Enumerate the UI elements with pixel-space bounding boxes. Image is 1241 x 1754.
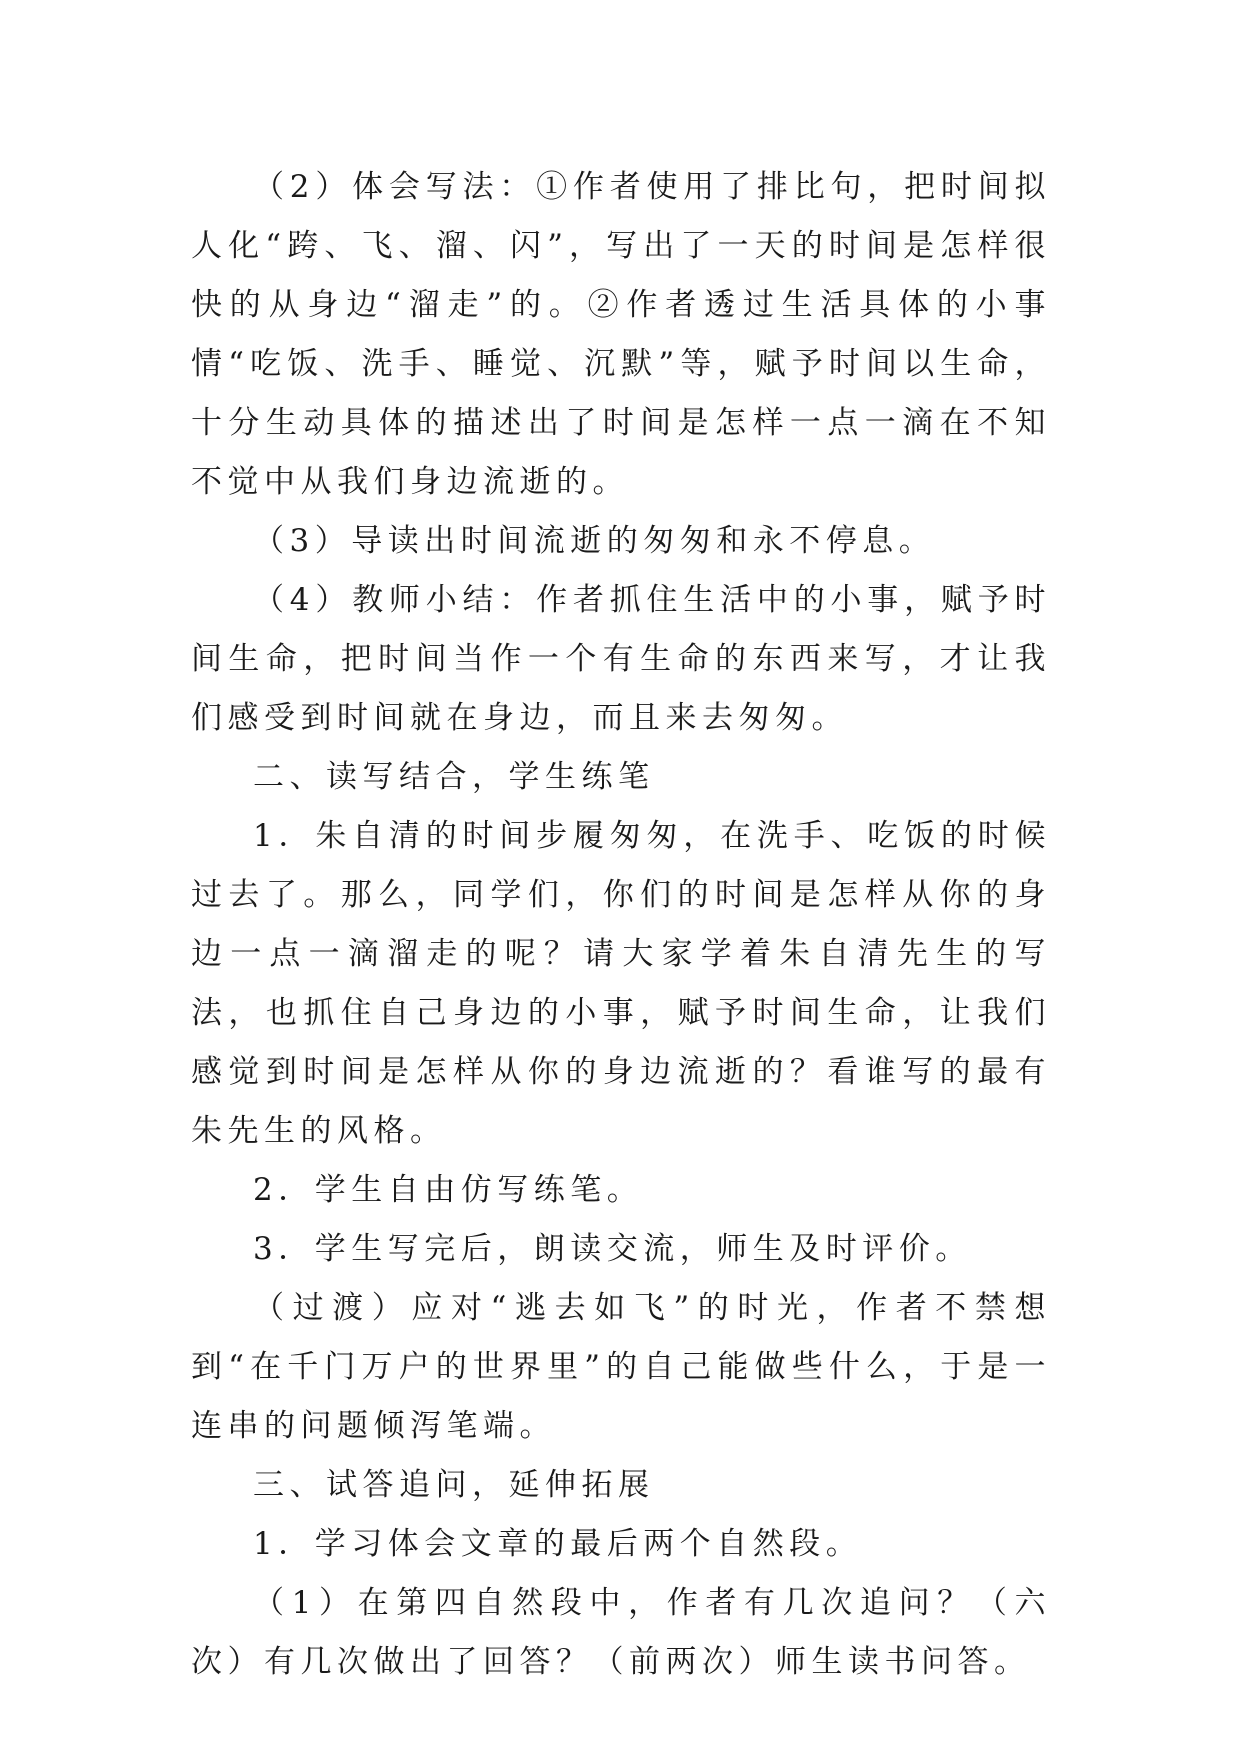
paragraph-teacher-summary: （4）教师小结：作者抓住生活中的小事，赋予时间生命，把时间当作一个有生命的东西来写，才让我们感受到时间就在身边，而且来去匆匆。 xyxy=(191,582,1051,736)
paragraph-guided-reading: （3）导读出时间流逝的匆匆和永不停息。 xyxy=(253,523,936,559)
section-heading-reading-writing: 二、读写结合，学生练笔 xyxy=(253,759,655,795)
section-heading-questions: 三、试答追问，延伸拓展 xyxy=(253,1467,655,1503)
paragraph-writing-method: （2）体会写法：①作者使用了排比句，把时间拟人化“跨、飞、溜、闪”，写出了一天的时间是怎样很快的从身边“溜走”的。②作者透过生活具体的小事情“吃饭、洗手、睡觉、沉默”等，赋予时间以生命，十分生动具体的描述出了时间是怎样一点一滴在不知不觉中从我们身边流逝的。 xyxy=(191,169,1051,500)
paragraph-item-1: 1．朱自清的时间步履匆匆，在洗手、吃饭的时候过去了。那么，同学们，你们的时间是怎样从你的身边一点一滴溜走的呢？请大家学着朱自清先生的写法，也抓住自己身边的小事，赋予时间生命，让我们感觉到时间是怎样从你的身边流逝的？看谁写的最有朱先生的风格。 xyxy=(191,818,1051,1149)
paragraph-fourth-section-questions: （1）在第四自然段中，作者有几次追问？（六次）有几次做出了回答？（前两次）师生读书问答。 xyxy=(191,1585,1051,1680)
paragraph-item-3: 3．学生写完后，朗读交流，师生及时评价。 xyxy=(253,1231,972,1267)
paragraph-item-2: 2．学生自由仿写练笔。 xyxy=(253,1172,644,1208)
paragraph-transition: （过渡）应对“逃去如飞”的时光，作者不禁想到“在千门万户的世界里”的自己能做些什么，于是一连串的问题倾泻笔端。 xyxy=(191,1290,1051,1444)
paragraph-last-sections: 1．学习体会文章的最后两个自然段。 xyxy=(253,1526,863,1562)
document-body xyxy=(191,158,1051,1692)
